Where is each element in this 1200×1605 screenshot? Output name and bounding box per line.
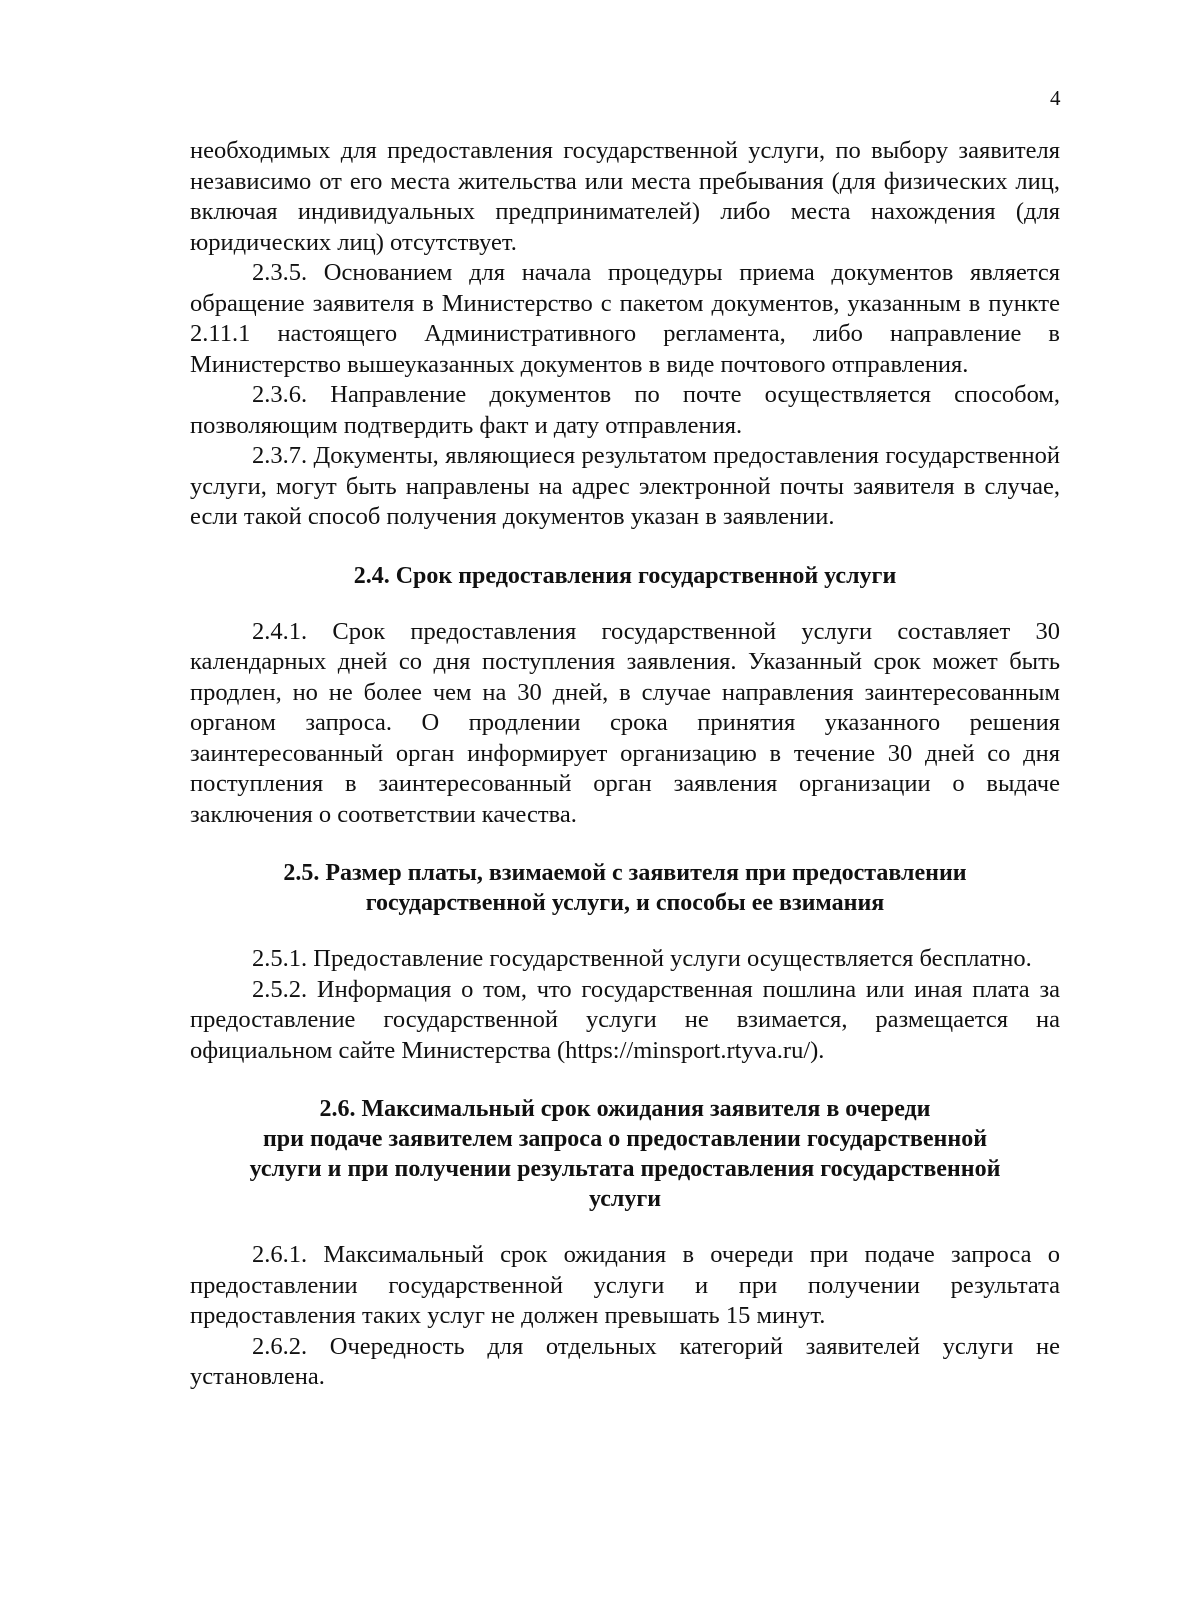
paragraph-2-6-1: 2.6.1. Максимальный срок ожидания в очереди при подаче запроса о предоставлении государственной услуги и при получении результата предоставления таких услуг не должен превышать 15 минут. — [190, 1241, 1060, 1329]
page-number: 4 — [1050, 86, 1061, 110]
section-heading-2-6-line1: 2.6. Максимальный срок ожидания заявителя в очереди — [319, 1096, 931, 1122]
section-heading-2-4: 2.4. Срок предоставления государственной услуги — [353, 562, 897, 589]
section-heading-2-6-line4: услуги — [588, 1186, 662, 1212]
intro-paragraph: необходимых для предоставления государственной услуги, по выбору заявителя независимо от его места жительства или места пребывания (для физических лиц, включая индивидуальных предпринимателей) либо места нахождения (для юридических лиц) отсутствует. — [190, 137, 1060, 256]
paragraph-2-3-5: 2.3.5. Основанием для начала процедуры приема документов является обращение заявителя в Министерство с пакетом документов, указанным в пункте 2.11.1 настоящего Административного регламента, либо направление в Министерство вышеуказанных документов в виде почтового отправления. — [190, 259, 1060, 378]
paragraph-2-4-1: 2.4.1. Срок предоставления государственной услуги составляет 30 календарных дней со дня поступления заявления. Указанный срок может быть продлен, но не более чем на 30 дней, в случае направления заинтересованным органом запроса. О продлении срока принятия указанного решения заинтересованный орган информирует организацию в течение 30 дней со дня поступления в заинтересованный орган заявления организации о выдаче заключения о соответствии качества. — [190, 617, 1060, 828]
document-body — [190, 136, 1060, 1393]
section-heading-2-6 — [190, 1094, 1060, 1214]
paragraph-2-5-1: 2.5.1. Предоставление государственной услуги осуществляется бесплатно. — [252, 945, 1032, 972]
paragraph-2-3-7: 2.3.7. Документы, являющиеся результатом предоставления государственной услуги, могут быть направлены на адрес электронной почты заявителя в случае, если такой способ получения документов указан в заявлении. — [190, 442, 1060, 530]
section-heading-2-5 — [190, 858, 1060, 918]
section-heading-2-5-line1: 2.5. Размер платы, взимаемой с заявителя при предоставлении — [283, 860, 967, 886]
paragraph-2-5-2: 2.5.2. Информация о том, что государственная пошлина или иная плата за предоставление государственной услуги не взимается, размещается на официальном сайте Министерства (https://minsport.rtyva.ru/). — [190, 975, 1060, 1064]
section-heading-2-6-line3: услуги и при получении результата предоставления государственной — [249, 1156, 1001, 1182]
paragraph-2-6-2: 2.6.2. Очередность для отдельных категорий заявителей услуги не установлена. — [190, 1332, 1060, 1390]
section-heading-2-6-line2: при подаче заявителем запроса о предоставлении государственной — [262, 1126, 988, 1152]
paragraph-2-3-6: 2.3.6. Направление документов по почте осуществляется способом, позволяющим подтвердить факт и дату отправления. — [190, 381, 1060, 439]
section-heading-2-5-line2: государственной услуги, и способы ее взимания — [365, 890, 885, 916]
